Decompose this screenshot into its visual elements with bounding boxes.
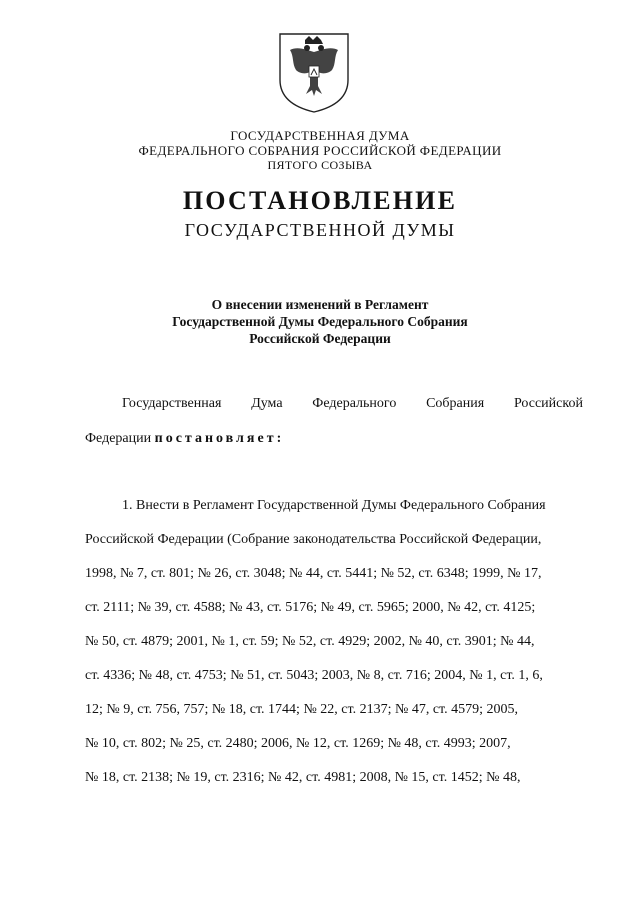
russian-coat-of-arms-icon: [276, 30, 352, 114]
preamble-line-2: [85, 430, 583, 448]
org-convocation: ПЯТОГО СОЗЫВА: [267, 158, 373, 172]
body-line: ст. 2111; № 39, ст. 4588; № 43, ст. 5176; № 49, ст. 5965; 2000, № 42, ст. 4125;: [85, 600, 536, 615]
body-line: ст. 4336; № 48, ст. 4753; № 51, ст. 5043; 2003, № 8, ст. 716; 2004, № 1, ст. 1, 6,: [85, 668, 543, 683]
preamble-word: Дума: [251, 396, 283, 411]
body-line: 1. Внести в Регламент Государственной Думы Федерального Собрания: [122, 498, 546, 513]
body-line: № 50, ст. 4879; 2001, № 1, ст. 59; № 52, ст. 4929; 2002, № 40, ст. 3901; № 44,: [85, 634, 535, 649]
preamble-line-1: [122, 395, 583, 413]
preamble-word: Российской: [513, 396, 583, 411]
body-line: Российской Федерации (Собрание законодательства Российской Федерации,: [85, 532, 542, 547]
org-name-line2: ФЕДЕРАЛЬНОГО СОБРАНИЯ РОССИЙСКОЙ ФЕДЕРАЦИИ: [138, 143, 502, 158]
body-line: № 10, ст. 802; № 25, ст. 2480; 2006, № 12, ст. 1269; № 48, ст. 4993; 2007,: [85, 736, 511, 751]
resolves-word: постановляет:: [154, 431, 285, 446]
document-subtitle: ГОСУДАРСТВЕННОЙ ДУМЫ: [184, 220, 456, 240]
body-line: 12; № 9, ст. 756, 757; № 18, ст. 1744; № 22, ст. 2137; № 47, ст. 4579; 2005,: [85, 702, 518, 717]
subject-line-2: Государственной Думы Федерального Собрания: [172, 314, 468, 329]
body-line: 1998, № 7, ст. 801; № 26, ст. 3048; № 44, ст. 5441; № 52, ст. 6348; 1999, № 17,: [85, 566, 542, 581]
subject-line-3: Российской Федерации: [249, 331, 391, 346]
body-line: № 18, ст. 2138; № 19, ст. 2316; № 42, ст. 4981; 2008, № 15, ст. 1452; № 48,: [85, 770, 521, 785]
preamble-word: Государственная: [122, 396, 222, 411]
preamble-federation: Федерации: [85, 431, 155, 446]
subject-line-1: О внесении изменений в Регламент: [211, 297, 429, 312]
document-title: ПОСТАНОВЛЕНИЕ: [182, 186, 458, 215]
preamble-word: Собрания: [426, 396, 485, 411]
org-name-line1: ГОСУДАРСТВЕННАЯ ДУМА: [230, 128, 410, 143]
preamble-word: Федерального: [312, 396, 397, 411]
